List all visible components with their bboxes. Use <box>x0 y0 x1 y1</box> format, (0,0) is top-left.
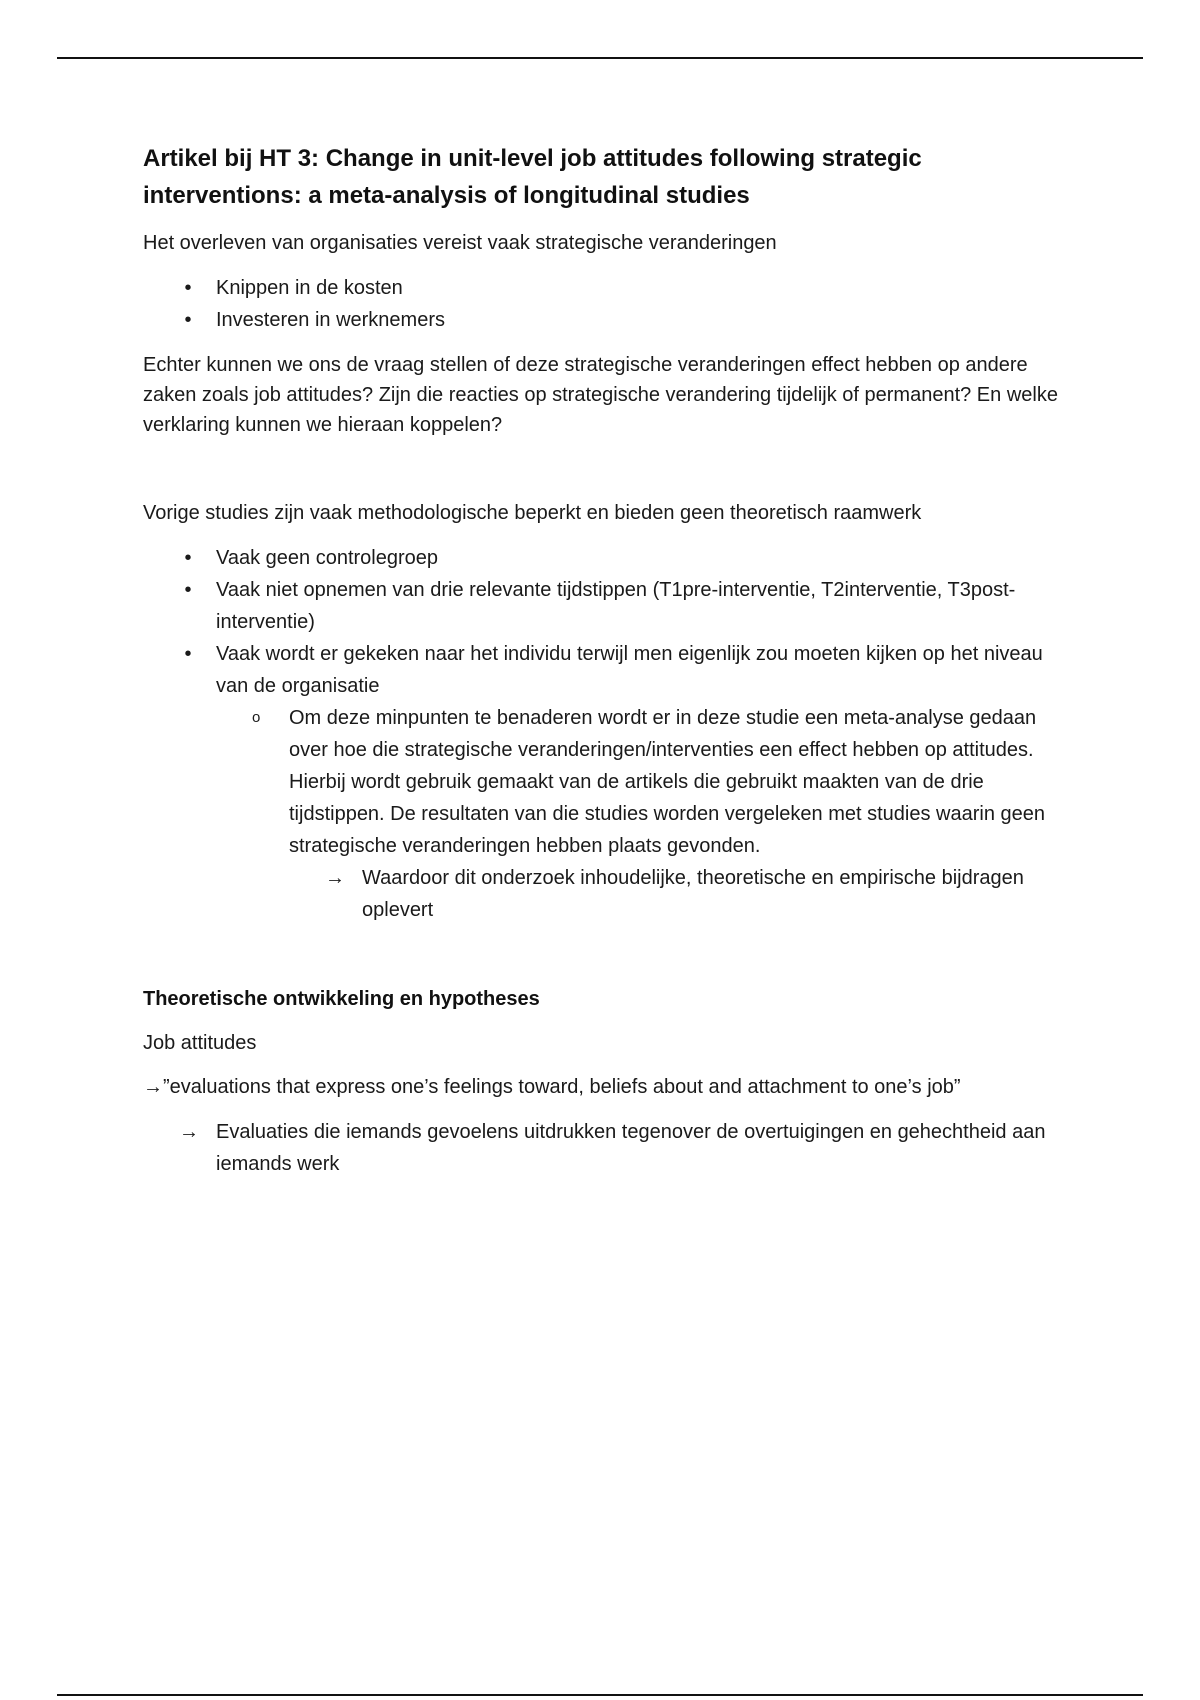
question-paragraph: Echter kunnen we ons de vraag stellen of deze strategische veranderingen effect hebben op andere zaken zoals job attitudes? Zijn die reacties op strategische verandering tijdelijk of permanent? En welke verklaring kunnen we hieraan koppelen? <box>143 354 1058 436</box>
document-title: Artikel bij HT 3: Change in unit-level job attitudes following strategic interventions: a meta-analysis of longitudinal studies <box>143 145 922 209</box>
spacer <box>143 940 1073 984</box>
list-item <box>143 1116 1073 1180</box>
bullet-icon: • <box>184 643 192 665</box>
definition-text: ”evaluations that express one’s feelings toward, beliefs about and attachment to one’s job” <box>163 1076 961 1098</box>
arrow-sub-list <box>289 862 1073 926</box>
arrow-right-icon: → <box>325 867 345 889</box>
list-item <box>216 702 1073 926</box>
definition-line <box>143 1072 1073 1102</box>
bullet-icon: • <box>184 579 192 601</box>
bottom-rule <box>57 1694 1143 1696</box>
list-item <box>143 542 1073 574</box>
list-item-text: Waardoor dit onderzoek inhoudelijke, theoretische en empirische bijdragen oplevert <box>362 867 1024 921</box>
top-rule <box>57 57 1143 59</box>
bullet-icon: • <box>184 547 192 569</box>
list-item-text: Om deze minpunten te benaderen wordt er in deze studie een meta-analyse gedaan over hoe die strategische veranderingen/interventies een effect hebben op attitudes. Hierbij wordt gebruik gemaakt van de artikels die gebruikt maakten van de drie tijdstippen. De resultaten van die studies worden vergeleken met studies waarin geen strategische veranderingen hebben plaats gevonden. <box>289 707 1045 857</box>
intro-paragraph: Het overleven van organisaties vereist vaak strategische veranderingen <box>143 232 777 254</box>
list-item <box>143 638 1073 926</box>
list-item-text: Vaak geen controlegroep <box>216 547 439 569</box>
job-attitudes-label: Job attitudes <box>143 1032 257 1054</box>
document-body <box>143 140 1073 1180</box>
sub-bullet-list <box>216 702 1073 926</box>
list-item <box>289 862 1073 926</box>
bullet-icon: • <box>184 277 192 299</box>
translation-list <box>143 1116 1073 1180</box>
circle-bullet-icon: o <box>252 709 261 726</box>
list-item <box>143 272 1073 304</box>
spacer <box>143 454 1073 498</box>
previous-studies-paragraph: Vorige studies zijn vaak methodologische beperkt en bieden geen theoretisch raamwerk <box>143 502 922 524</box>
list-item <box>143 304 1073 336</box>
limitations-list <box>143 542 1073 926</box>
list-item-text: Investeren in werknemers <box>216 309 445 331</box>
list-item-text: Evaluaties die iemands gevoelens uitdrukken tegenover de overtuigingen en gehechtheid aan iemands werk <box>216 1121 1046 1175</box>
list-item-text: Vaak wordt er gekeken naar het individu terwijl men eigenlijk zou moeten kijken op het niveau van de organisatie <box>216 643 1043 697</box>
arrow-right-icon: → <box>179 1121 199 1143</box>
list-item <box>143 574 1073 638</box>
intro-bullet-list <box>143 272 1073 336</box>
arrow-right-icon: → <box>143 1076 163 1098</box>
section-heading: Theoretische ontwikkeling en hypotheses <box>143 988 540 1010</box>
list-item-text: Vaak niet opnemen van drie relevante tijdstippen (T1pre-interventie, T2interventie, T3post-interventie) <box>216 579 1016 633</box>
bullet-icon: • <box>184 309 192 331</box>
list-item-text: Knippen in de kosten <box>216 277 403 299</box>
